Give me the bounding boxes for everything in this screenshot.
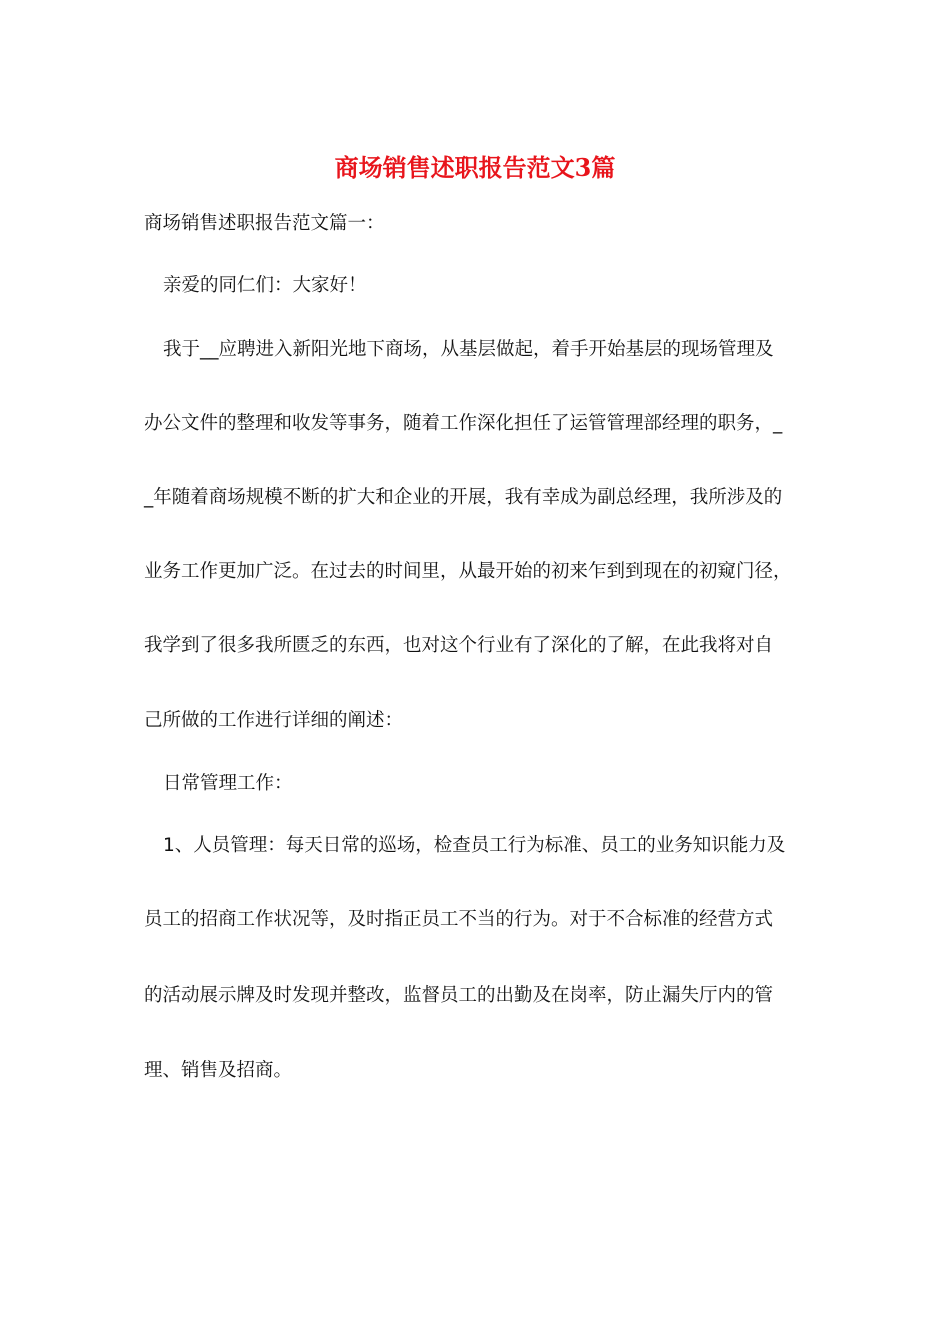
document-title: 商场销售述职报告范文3篇 <box>334 153 616 182</box>
paragraph-line: 我学到了很多我所匮乏的东西，也对这个行业有了深化的了解，在此我将对自 <box>144 635 774 656</box>
greeting-line: 亲爱的同仁们：大家好！ <box>163 275 367 296</box>
paragraph-line: 业务工作更加广泛。在过去的时间里，从最开始的初来乍到到现在的初窥门径， <box>144 561 792 582</box>
paragraph-line: 理、销售及招商。 <box>144 1060 293 1081</box>
paragraph-line: _年随着商场规模不断的扩大和企业的开展，我有幸成为副总经理，我所涉及的 <box>144 487 783 508</box>
section-heading: 商场销售述职报告范文篇一： <box>144 213 385 234</box>
list-item-line: 1、人员管理：每天日常的巡场，检查员工行为标准、员工的业务知识能力及 <box>163 835 786 856</box>
paragraph-line: 我于__应聘进入新阳光地下商场，从基层做起，着手开始基层的现场管理及 <box>163 339 774 360</box>
subsection-heading: 日常管理工作： <box>163 773 293 794</box>
paragraph-line: 办公文件的整理和收发等事务，随着工作深化担任了运管管理部经理的职务，_ <box>144 413 783 434</box>
paragraph-line: 的活动展示牌及时发现并整改，监督员工的出勤及在岗率，防止漏失厅内的管 <box>144 985 774 1006</box>
paragraph-line: 己所做的工作进行详细的阐述： <box>144 710 404 731</box>
paragraph-line: 员工的招商工作状况等，及时指正员工不当的行为。对于不合标准的经营方式 <box>144 909 774 930</box>
